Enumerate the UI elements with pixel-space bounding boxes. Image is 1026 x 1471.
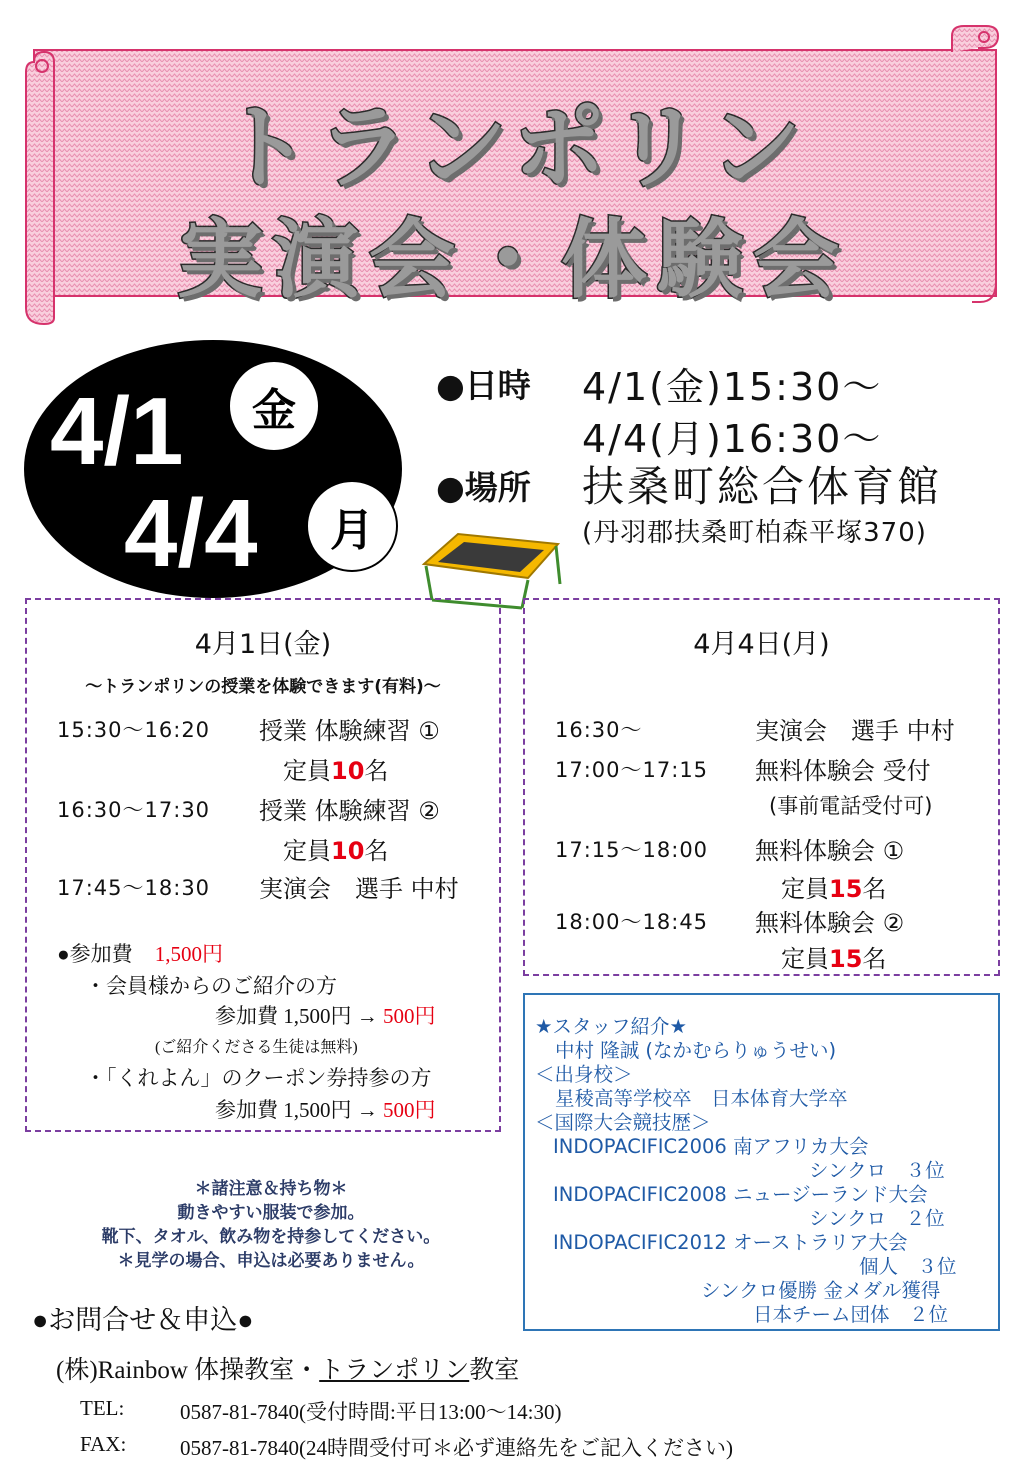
date-badge [24, 340, 402, 598]
day2-row2-note: (事前電話受付可) [769, 794, 933, 818]
staff-history-2-result: シンクロ ２位 [809, 1207, 945, 1230]
place-name: 扶桑町総合体育館 [582, 462, 943, 511]
staff-history-1-result: シンクロ ３位 [809, 1159, 945, 1182]
staff-history-3-result1: 個人 ３位 [859, 1255, 957, 1278]
title-banner [22, 22, 1004, 328]
day1-row1-capacity: 定員10名 [283, 757, 389, 785]
day1-row2-capacity: 定員10名 [283, 837, 389, 865]
staff-history-2: INDOPACIFIC2008 ニュージーランド大会 [553, 1183, 928, 1206]
tel-label: TEL: [80, 1396, 125, 1420]
day1-heading: 4月1日(金) [194, 629, 332, 660]
staff-school: 星稜高等学校卒 日本体育大学卒 [555, 1087, 848, 1110]
staff-school-heading: ＜出身校＞ [535, 1063, 633, 1086]
free-note: (ご紹介くださる生徒は無料) [155, 1039, 358, 1056]
notes-line1: 動きやすい服装で参加。 [177, 1203, 365, 1223]
member-price: 参加費 1,500円 → 500円 [215, 1004, 436, 1028]
company-name: (株)Rainbow 体操教室・トランポリン教室 [56, 1357, 520, 1384]
day1-row3-time: 17:45～18:30 [57, 876, 211, 900]
day2-row3-time: 17:15～18:00 [555, 838, 709, 862]
badge-day-1: 金 [228, 360, 320, 452]
day1-row1-time: 15:30～16:20 [57, 718, 211, 742]
day2-row3-capacity: 定員15名 [781, 875, 887, 903]
staff-intro-box [523, 993, 1000, 1331]
day2-row2-desc: 無料体験会 受付 [755, 757, 931, 785]
day2-row1-desc: 実演会 選手 中村 [755, 717, 955, 745]
staff-history-3: INDOPACIFIC2012 オーストラリア大会 [553, 1231, 908, 1254]
notes-heading: ＊諸注意＆持ち物＊ [194, 1179, 348, 1199]
badge-date-1: 4/1 [50, 378, 184, 485]
day2-row1-time: 16:30～ [555, 718, 643, 742]
datetime-value-2: 4/4(月)16:30～ [582, 417, 883, 461]
tel-value: 0587-81-7840(受付時間:平日13:00～14:30) [180, 1400, 562, 1424]
badge-day-2: 月 [306, 480, 398, 572]
trampoline-icon [410, 520, 570, 610]
day1-row1-desc: 授業 体験練習 ① [259, 717, 440, 745]
notes-line3: ＊見学の場合、申込は必要ありません。 [117, 1251, 425, 1271]
place-label: ●場所 [436, 468, 531, 507]
staff-heading: ★スタッフ紹介★ [535, 1015, 687, 1038]
badge-date-2: 4/4 [124, 480, 258, 587]
place-address: (丹羽郡扶桑町柏森平塚370) [582, 518, 927, 548]
staff-history-1: INDOPACIFIC2006 南アフリカ大会 [553, 1135, 869, 1158]
coupon-price: 参加費 1,500円 → 500円 [215, 1098, 436, 1122]
staff-name: 中村 隆誠 (なかむらりゅうせい) [555, 1039, 837, 1062]
fax-value: 0587-81-7840(24時間受付可＊必ず連絡先をご記入ください) [180, 1436, 733, 1460]
day1-row2-time: 16:30～17:30 [57, 798, 211, 822]
day1-row2-desc: 授業 体験練習 ② [259, 797, 440, 825]
day1-subheading: ～トランポリンの授業を体験できます(有料)～ [85, 677, 441, 697]
day2-row4-capacity: 定員15名 [781, 945, 887, 973]
datetime-label: ●日時 [436, 366, 531, 405]
staff-history-3-result3: 日本チーム団体 ２位 [753, 1303, 949, 1326]
day1-row3-desc: 実演会 選手 中村 [259, 875, 459, 903]
day2-row4-time: 18:00～18:45 [555, 910, 709, 934]
day2-row4-desc: 無料体験会 ② [755, 909, 905, 937]
day1-schedule-box [25, 598, 501, 1132]
day2-row3-desc: 無料体験会 ① [755, 837, 905, 865]
banner-title-line1: トランポリン [218, 94, 807, 201]
datetime-value-1: 4/1(金)15:30～ [582, 365, 883, 409]
fax-label: FAX: [80, 1432, 127, 1456]
contact-heading: ●お問合せ＆申込● [32, 1305, 254, 1335]
day2-heading: 4月4日(月) [693, 629, 830, 660]
notes-line2: 靴下、タオル、飲み物を持参してください。 [101, 1227, 441, 1247]
staff-history-3-result2: シンクロ優勝 金メダル獲得 [701, 1279, 941, 1302]
day2-row2-time: 17:00～17:15 [555, 758, 709, 782]
staff-history-heading: ＜国際大会競技歴＞ [535, 1111, 711, 1134]
member-note: ・会員様からのご紹介の方 [85, 974, 337, 998]
coupon-note: ・「くれよん」のクーポン券持参の方 [85, 1066, 432, 1090]
day2-schedule-box [523, 598, 1000, 976]
fee-line: ●参加費 1,500円 [57, 942, 223, 966]
banner-title-line2: 実演会・体験会 [177, 210, 849, 310]
